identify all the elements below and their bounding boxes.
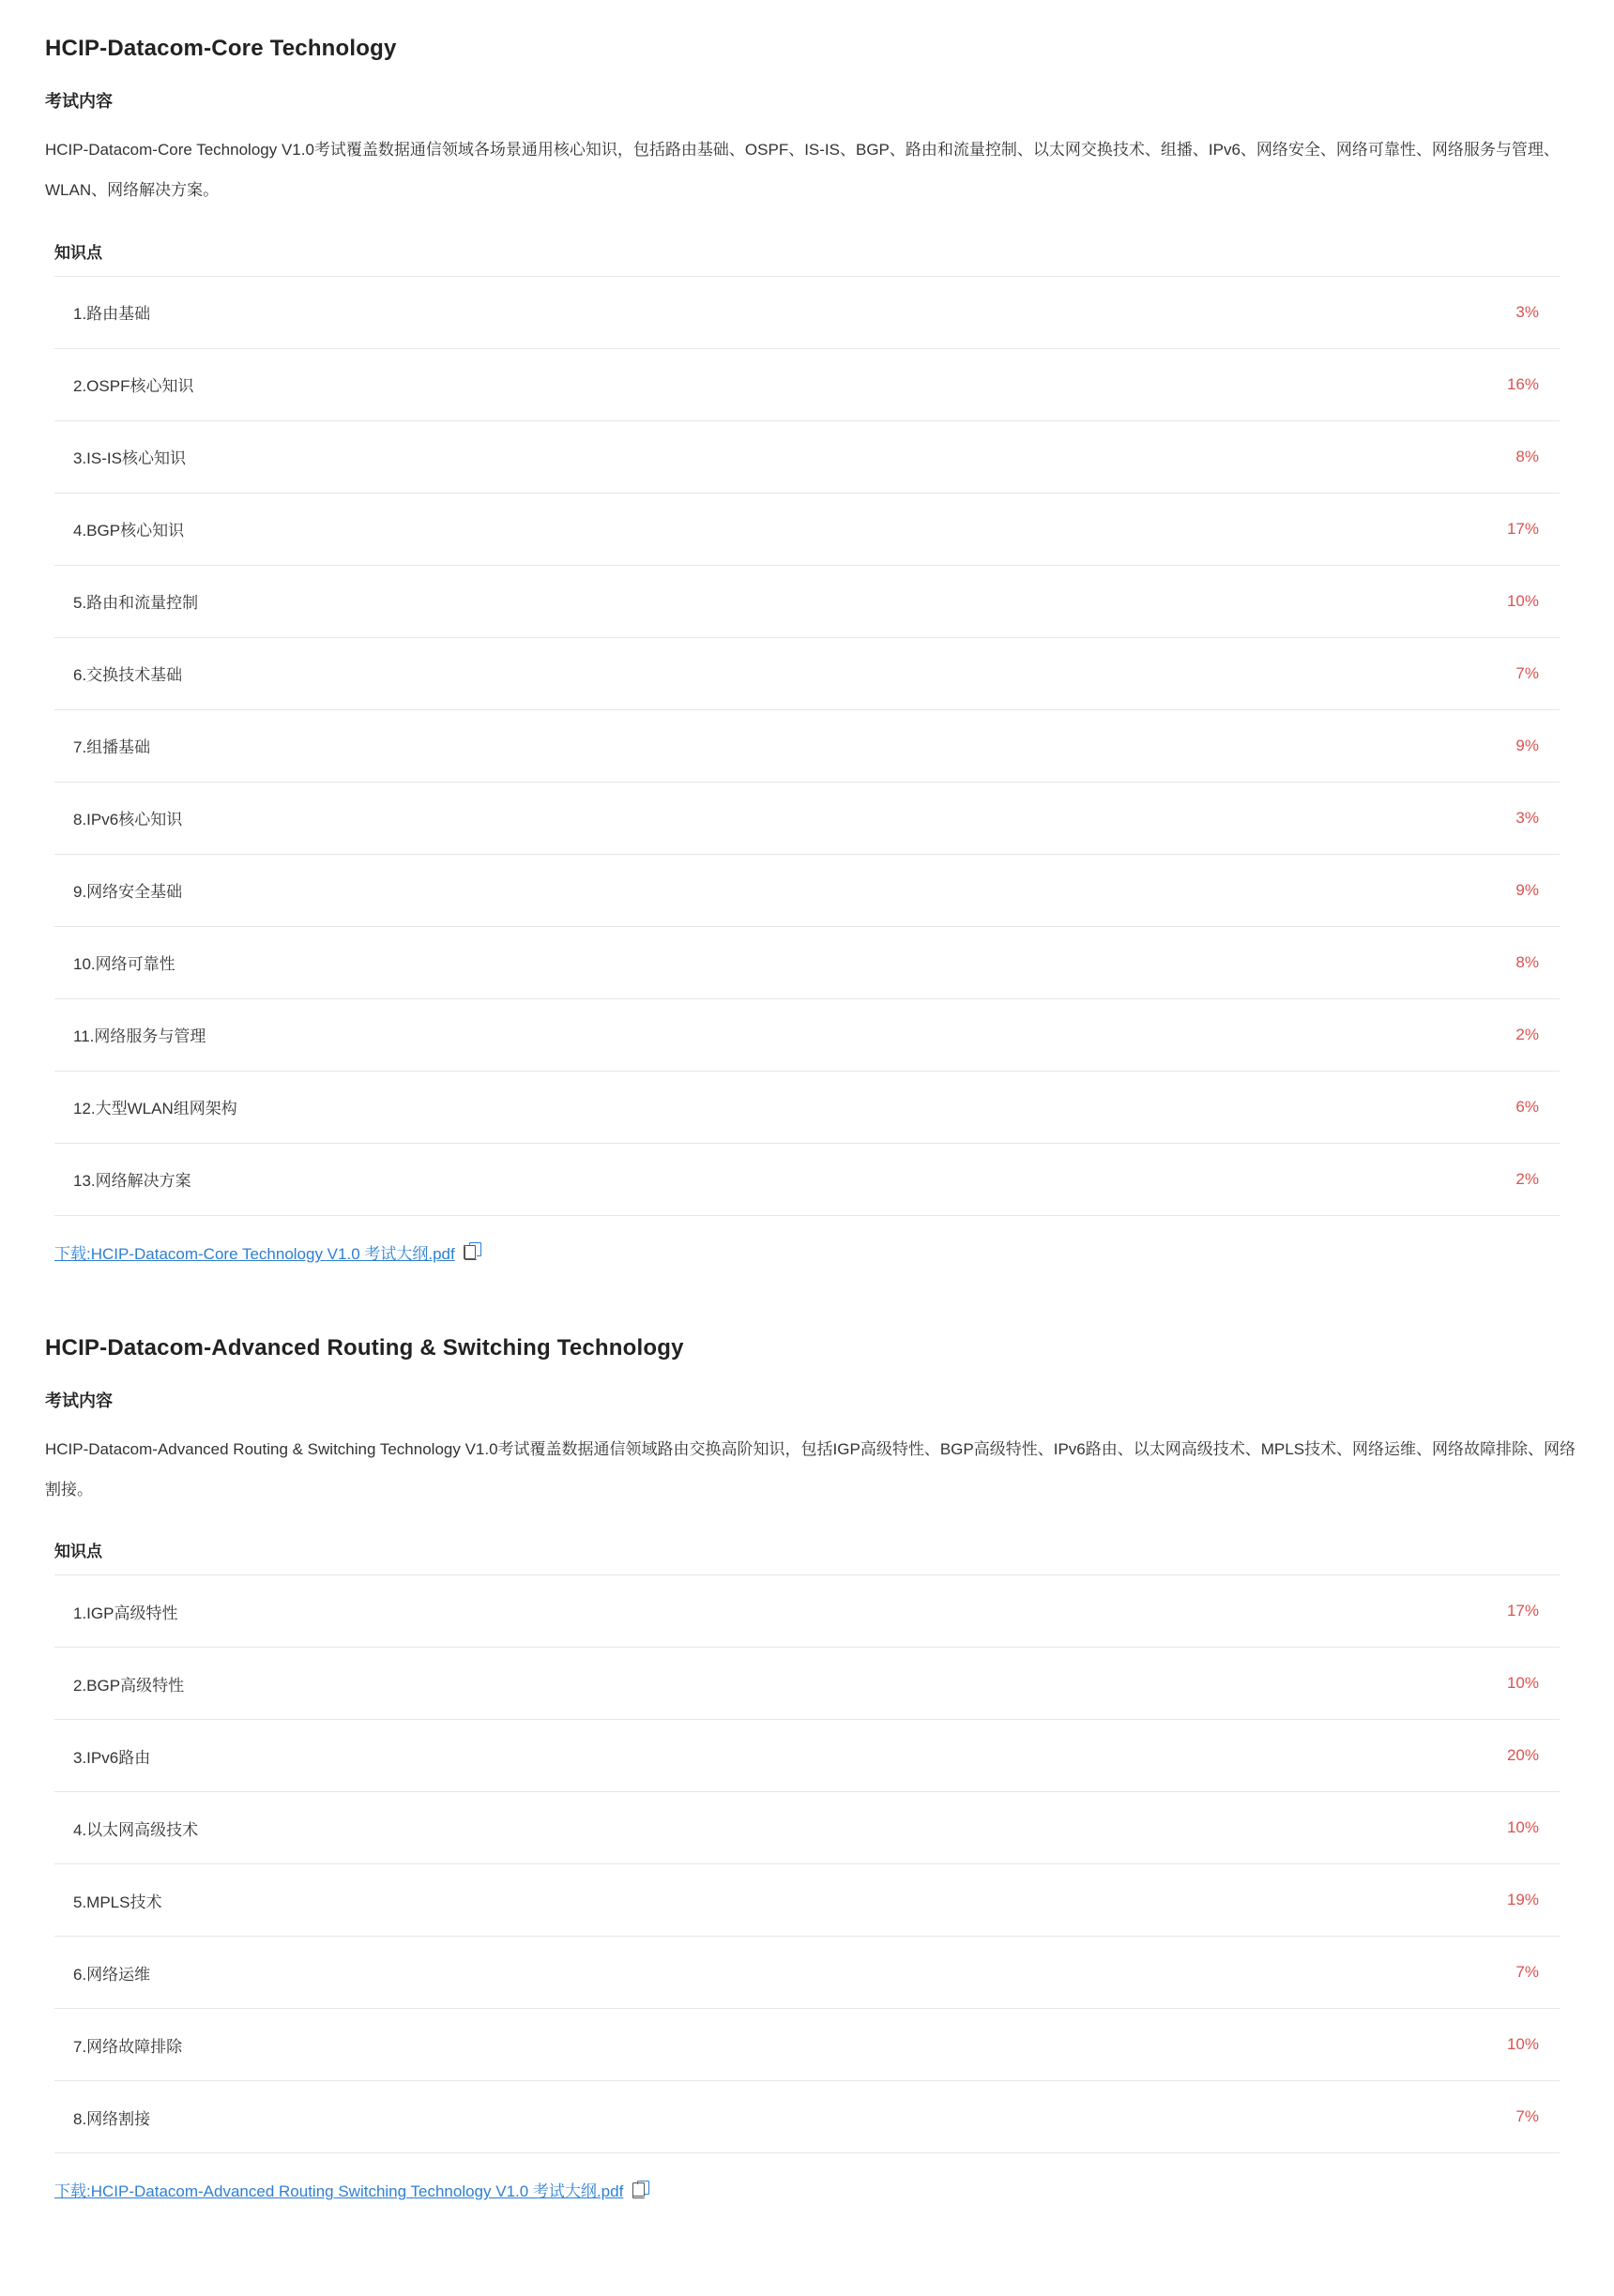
list-item bbox=[54, 2081, 1560, 2153]
list-item bbox=[54, 1720, 1560, 1792]
knowledge-points-list bbox=[54, 276, 1560, 1216]
knowledge-points-heading: 知识点 bbox=[54, 1543, 102, 1561]
knowledge-point-weight: 19% bbox=[1506, 1891, 1539, 1909]
list-item bbox=[54, 855, 1560, 927]
knowledge-point-weight: 20% bbox=[1506, 1746, 1539, 1765]
list-item bbox=[54, 1648, 1560, 1720]
list-item bbox=[54, 349, 1560, 421]
knowledge-point-weight: 8% bbox=[1515, 447, 1539, 465]
knowledge-point-weight: 8% bbox=[1515, 952, 1539, 971]
list-item bbox=[54, 927, 1560, 999]
knowledge-point-weight: 7% bbox=[1515, 1963, 1539, 1982]
knowledge-point-label: 8.网络割接 bbox=[73, 2109, 151, 2128]
knowledge-point-weight: 10% bbox=[1506, 1818, 1539, 1837]
knowledge-point-label: 3.IPv6路由 bbox=[73, 1748, 151, 1767]
list-item bbox=[54, 421, 1560, 494]
knowledge-point-label: 11.网络服务与管理 bbox=[73, 1027, 206, 1046]
knowledge-point-label: 8.IPv6核心知识 bbox=[73, 811, 183, 829]
exam-content-heading: 考试内容 bbox=[45, 1391, 113, 1410]
knowledge-point-label: 5.MPLS技术 bbox=[73, 1893, 162, 1911]
exam-section-core-technology bbox=[34, 36, 1580, 1264]
knowledge-point-weight: 7% bbox=[1515, 2107, 1539, 2126]
knowledge-point-label: 7.网络故障排除 bbox=[73, 2037, 183, 2056]
list-item bbox=[54, 783, 1560, 855]
knowledge-point-label: 9.网络安全基础 bbox=[73, 883, 183, 902]
knowledge-points-list bbox=[54, 1574, 1560, 2153]
list-item bbox=[54, 710, 1560, 783]
list-item bbox=[54, 2009, 1560, 2081]
section-title: HCIP-Datacom-Advanced Routing & Switching Technology bbox=[45, 1334, 684, 1361]
list-item bbox=[54, 1144, 1560, 1216]
knowledge-point-label: 4.BGP核心知识 bbox=[73, 522, 185, 540]
knowledge-point-label: 6.网络运维 bbox=[73, 1965, 151, 1984]
list-item bbox=[54, 277, 1560, 349]
knowledge-point-weight: 7% bbox=[1515, 663, 1539, 682]
knowledge-point-label: 2.OSPF核心知识 bbox=[73, 377, 194, 396]
exam-content-heading: 考试内容 bbox=[45, 92, 113, 111]
knowledge-point-label: 13.网络解决方案 bbox=[73, 1172, 191, 1191]
knowledge-point-weight: 10% bbox=[1506, 1674, 1539, 1693]
knowledge-point-label: 12.大型WLAN组网架构 bbox=[73, 1100, 237, 1118]
knowledge-point-label: 2.BGP高级特性 bbox=[73, 1676, 185, 1695]
section-divider-space bbox=[34, 1273, 1580, 1328]
document-copy-icon[interactable] bbox=[632, 2181, 651, 2199]
list-item bbox=[54, 1937, 1560, 2009]
knowledge-point-weight: 10% bbox=[1506, 2035, 1539, 2054]
knowledge-point-label: 7.组播基础 bbox=[73, 738, 151, 757]
list-item bbox=[54, 566, 1560, 638]
knowledge-point-weight: 3% bbox=[1515, 808, 1539, 827]
list-item bbox=[54, 494, 1560, 566]
knowledge-point-weight: 6% bbox=[1515, 1097, 1539, 1116]
section-title: HCIP-Datacom-Core Technology bbox=[45, 36, 397, 61]
knowledge-point-weight: 10% bbox=[1506, 591, 1539, 610]
knowledge-point-label: 1.IGP高级特性 bbox=[73, 1604, 178, 1622]
knowledge-points-heading: 知识点 bbox=[54, 243, 102, 262]
knowledge-point-label: 1.路由基础 bbox=[73, 305, 151, 324]
knowledge-point-weight: 2% bbox=[1515, 1169, 1539, 1188]
download-row bbox=[54, 1240, 1580, 1264]
knowledge-point-weight: 9% bbox=[1515, 736, 1539, 754]
exam-content-text: HCIP-Datacom-Core Technology V1.0考试覆盖数据通信领域各场景通用核心知识，包括路由基础、OSPF、IS-IS、BGP、路由和流量控制、以太网交换技术、组播、IPv6、网络安全、网络可靠性、网络服务与管理、WLAN、网络解决方案。 bbox=[45, 141, 1560, 200]
exam-content-text: HCIP-Datacom-Advanced Routing & Switching Technology V1.0考试覆盖数据通信领域路由交换高阶知识，包括IGP高级特性、BGP高级特性、IPv6路由、以太网高级技术、MPLS技术、网络运维、网络故障排除、网络割接。 bbox=[45, 1439, 1576, 1499]
knowledge-point-weight: 17% bbox=[1506, 519, 1539, 538]
knowledge-point-weight: 2% bbox=[1515, 1025, 1539, 1043]
knowledge-point-weight: 17% bbox=[1506, 1602, 1539, 1620]
document-copy-icon[interactable] bbox=[464, 1242, 483, 1261]
list-item bbox=[54, 1864, 1560, 1937]
exam-section-advanced-routing-switching bbox=[34, 1335, 1580, 2202]
list-item bbox=[54, 638, 1560, 710]
list-item bbox=[54, 1792, 1560, 1864]
knowledge-point-weight: 3% bbox=[1515, 302, 1539, 321]
knowledge-point-label: 3.IS-IS核心知识 bbox=[73, 449, 186, 468]
knowledge-point-label: 6.交换技术基础 bbox=[73, 666, 183, 685]
list-item bbox=[54, 1072, 1560, 1144]
knowledge-point-weight: 9% bbox=[1515, 880, 1539, 899]
knowledge-point-weight: 16% bbox=[1506, 374, 1539, 393]
list-item bbox=[54, 1575, 1560, 1648]
download-link[interactable]: 下载:HCIP-Datacom-Core Technology V1.0 考试大纲.pdf bbox=[54, 1244, 455, 1263]
knowledge-point-label: 5.路由和流量控制 bbox=[73, 594, 199, 613]
knowledge-point-label: 4.以太网高级技术 bbox=[73, 1820, 199, 1839]
list-item bbox=[54, 999, 1560, 1072]
knowledge-point-label: 10.网络可靠性 bbox=[73, 955, 175, 974]
download-link[interactable]: 下载:HCIP-Datacom-Advanced Routing Switching Technology V1.0 考试大纲.pdf bbox=[54, 2182, 624, 2201]
download-row bbox=[54, 2178, 1580, 2201]
